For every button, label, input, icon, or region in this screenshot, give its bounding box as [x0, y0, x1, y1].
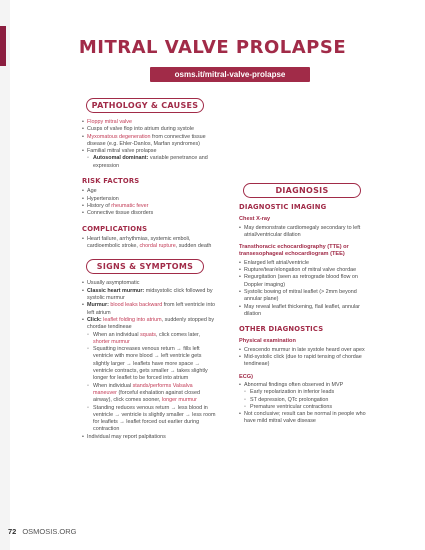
ecg-list [239, 382, 367, 426]
complications-list [82, 236, 216, 251]
physical-exam-heading: Physical examination [239, 338, 296, 345]
page-footer [8, 527, 77, 536]
list-subitem: ◦ Early repolarization in inferior leads [239, 389, 367, 396]
list-item: • Individual may report palpitations [82, 434, 216, 441]
right-column [239, 183, 367, 426]
list-subitem: ◦ When individual stands/performs Valsalva maneuver (forceful exhalation against closed airway), click comes sooner, longer murmur [82, 383, 216, 405]
list-item: • Not conclusive; result can be normal in people who have mild mitral valve disease [239, 411, 367, 426]
page-sidebar [0, 0, 10, 550]
page-title: MITRAL VALVE PROLAPSE [78, 37, 347, 58]
ecg-heading: ECG) [239, 373, 253, 380]
left-column [82, 98, 216, 441]
echo-list [239, 260, 367, 318]
list-subitem: ◦ ST depression, QTc prolongation [239, 397, 367, 404]
list-item: • Rupture/tear/elongation of mitral valve chordae [239, 267, 367, 274]
list-item: • Cusps of valve flop into atrium during systole [82, 126, 216, 133]
signs-heading: SIGNS & SYMPTOMS [86, 259, 204, 274]
list-item: • History of rheumatic fever [82, 203, 216, 210]
list-item: • Mid-systolic click (due to rapid tensing of chordae tendineae) [239, 354, 367, 369]
list-item: • Enlarged left atrial/ventricle [239, 260, 367, 267]
pathology-list [82, 119, 216, 170]
other-diagnostics-heading: OTHER DIAGNOSTICS [239, 325, 324, 334]
chest-xray-heading: Chest X-ray [239, 216, 271, 223]
list-item: • Usually asymptomatic [82, 280, 216, 287]
list-item: • Hypertension [82, 196, 216, 203]
page-number: 72 [8, 527, 17, 536]
list-item: • Classic heart murmur: midsystolic click followed by systolic murmur [82, 288, 216, 303]
list-subitem: ◦ Premature ventricular contractions [239, 404, 367, 411]
topic-url-link[interactable]: osms.it/mitral-valve-prolapse [150, 67, 310, 82]
xray-list [239, 225, 367, 240]
list-item: • Floppy mitral valve [82, 119, 216, 126]
signs-list [82, 280, 216, 441]
list-item: • Abnormal findings often observed in MVP [239, 382, 367, 389]
list-subitem: ◦ Autosomal dominant: variable penetrance and expression [82, 155, 216, 170]
physical-exam-list [239, 347, 367, 369]
list-item: • Crescendo murmur in late systole heard over apex [239, 347, 367, 354]
pathology-heading: PATHOLOGY & CAUSES [86, 98, 204, 113]
footer-site: OSMOSIS.ORG [22, 527, 77, 536]
echo-heading: Transthoracic echocardiography (TTE) or transesophageal echocardiogram (TEE) [239, 244, 349, 258]
list-item: • Click: leaflet folding into atrium, suddenly stopped by chordae tendineae [82, 317, 216, 332]
list-item: • Connective tissue disorders [82, 210, 216, 217]
list-item: • May reveal leaflet thickening, flail leaflet, annular dilation [239, 304, 367, 319]
list-item: • Age [82, 188, 216, 195]
list-item: • May demonstrate cardiomegaly secondary to left atrial/ventricular dilation [239, 225, 367, 240]
risk-list [82, 188, 216, 217]
list-subitem: ◦ Squatting increases venous return → fills left ventricle with more blood → left ventricle gets slightly larger → leaflets have more space → ventricle contracts, gets smaller → takes slightly longer for leaflet to be forced into atrium [82, 346, 216, 382]
list-item: • Heart failure, arrhythmias, systemic emboli, cardioembolic stroke, chordal rupture, sudden death [82, 236, 216, 251]
list-item: • Systolic bowing of mitral leaflet (> 2mm beyond annular plane) [239, 289, 367, 304]
list-item: • Murmur: blood leaks backward from left ventricle into left atrium [82, 302, 216, 317]
list-item: • Familial mitral valve prolapse [82, 148, 216, 155]
list-subitem: ◦ Standing reduces venous return → less blood in ventricle → ventricle is slightly smaller → less room for leaflets → leaflet forced out earlier during contraction [82, 405, 216, 434]
complications-heading: COMPLICATIONS [82, 224, 148, 233]
list-item: • Regurgitation (seen as retrograde blood flow on Doppler imaging) [239, 274, 367, 289]
diagnostic-imaging-heading: DIAGNOSTIC IMAGING [239, 203, 327, 211]
list-item: • Myxomatous degeneration from connective tissue disease (e.g. Ehler-Danlos, Marfan syndromes) [82, 134, 216, 149]
risk-factors-heading: RISK FACTORS [82, 177, 140, 186]
list-subitem: ◦ When an individual squats, click comes later, shorter murmur [82, 332, 216, 347]
diagnosis-heading: DIAGNOSIS [243, 183, 361, 198]
